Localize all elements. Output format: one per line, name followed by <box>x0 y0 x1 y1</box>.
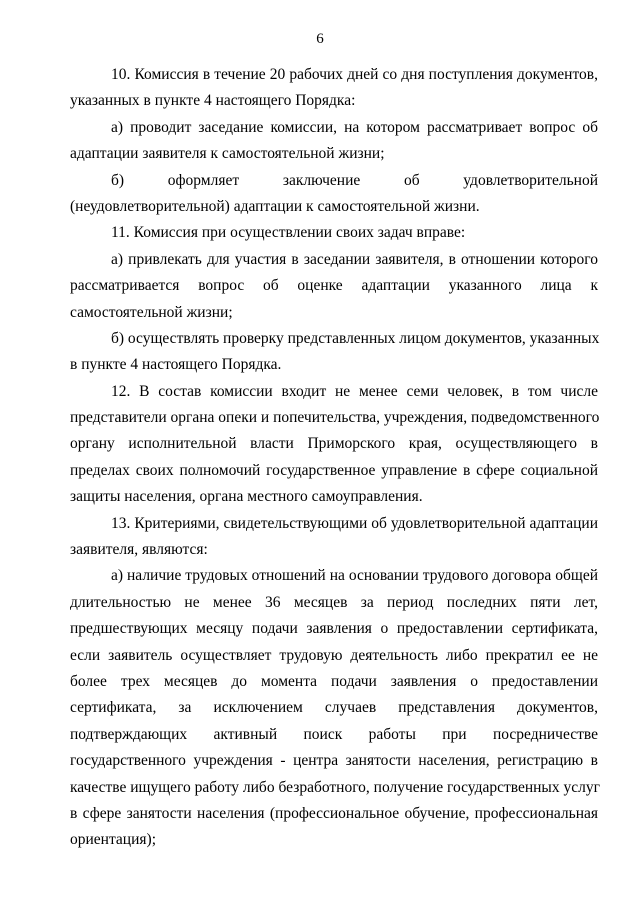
text-line: в пункте 4 настоящего Порядка. <box>70 356 282 374</box>
text-line: защиты населения, органа местного самоуправления. <box>70 488 423 506</box>
text-line: 13. Критериями, свидетельствующими об удовлетворительной адаптации <box>111 514 598 532</box>
text-line: 11. Комиссия при осуществлении своих задач вправе: <box>111 224 466 242</box>
text-line: длительностью не менее 36 месяцев за период последних пяти лет, <box>70 593 598 611</box>
text-line: указанных в пункте 4 настоящего Порядка: <box>70 92 356 110</box>
document-body <box>70 62 598 854</box>
text-line: (неудовлетворительной) адаптации к самостоятельной жизни. <box>70 197 480 215</box>
text-line: органу исполнительной власти Приморского края, осуществляющего в <box>70 435 598 453</box>
text-line: в сфере занятости населения (профессиональное обучение, профессиональная <box>70 804 598 822</box>
text-line: если заявитель осуществляет трудовую деятельность либо прекратил ее не <box>70 646 598 664</box>
text-line: а) проводит заседание комиссии, на котором рассматривает вопрос об <box>111 118 598 136</box>
text-line: государственного учреждения - центра занятости населения, регистрацию в <box>70 752 598 770</box>
text-line: а) наличие трудовых отношений на основании трудового договора общей <box>111 567 598 585</box>
text-line: заявителя, являются: <box>70 541 208 559</box>
text-line: а) привлекать для участия в заседании заявителя, в отношении которого <box>111 250 598 268</box>
text-line: пределах своих полномочий государственное управление в сфере социальной <box>70 461 598 479</box>
text-line: адаптации заявителя к самостоятельной жизни; <box>70 145 385 163</box>
text-line: б) осуществлять проверку представленных лицом документов, указанных <box>111 329 600 347</box>
text-line: самостоятельной жизни; <box>70 303 233 321</box>
text-line: рассматривается вопрос об оценке адаптации указанного лица к <box>70 277 598 295</box>
text-line: сертификата, за исключением случаев представления документов, <box>70 699 598 717</box>
page-number: 6 <box>316 31 324 47</box>
text-line: 12. В состав комиссии входит не менее семи человек, в том числе <box>111 382 598 400</box>
text-line: более трех месяцев до момента подачи заявления о предоставлении <box>70 672 598 690</box>
text-line: б) оформляет заключение об удовлетворительной <box>111 171 598 189</box>
text-line: 10. Комиссия в течение 20 рабочих дней со дня поступления документов, <box>111 66 598 83</box>
text-line: ориентация); <box>70 831 156 849</box>
text-line: предшествующих месяцу подачи заявления о предоставлении сертификата, <box>70 620 598 638</box>
text-line: качестве ищущего работу либо безработного, получение государственных услуг <box>70 778 600 796</box>
text-line: представители органа опеки и попечительства, учреждения, подведомственного <box>70 409 600 427</box>
text-line: подтверждающих активный поиск работы при посредничестве <box>70 725 598 743</box>
